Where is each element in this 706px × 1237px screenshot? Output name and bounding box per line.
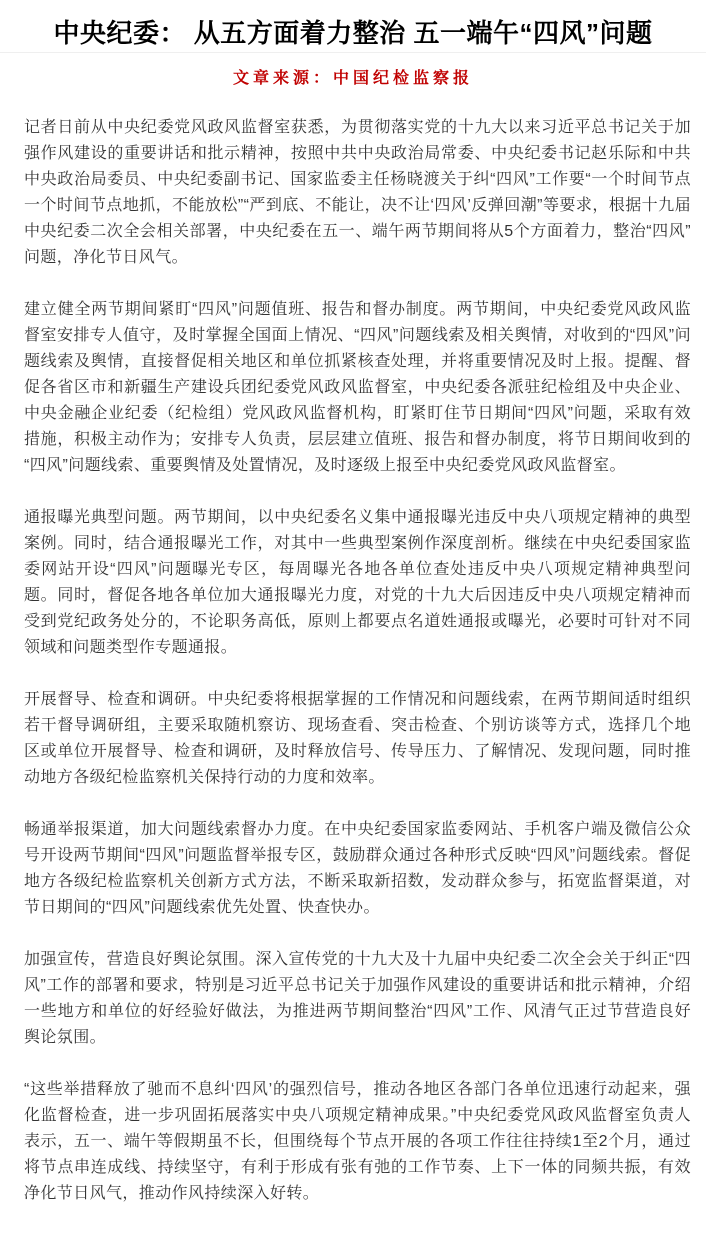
article-page xyxy=(0,14,706,1237)
article-paragraph: 通报曝光典型问题。两节期间，以中央纪委名义集中通报曝光违反中央八项规定精神的典型案例。同时，结合通报曝光工作，对其中一些典型案例作深度剖析。继续在中央纪委国家监委网站开设“四风”问题曝光专区，每周曝光各地各单位查处违反中央八项规定精神典型问题。同时，督促各地各单位加大通报曝光力度，对党的十九大后因违反中央八项规定精神而受到党纪政务处分的，不论职务高低，原则上都要点名道姓通报或曝光，必要时可针对不同领域和问题类型作专题通报。 xyxy=(24,509,691,656)
article-paragraph: 记者日前从中央纪委党风政风监督室获悉，为贯彻落实党的十九大以来习近平总书记关于加强作风建设的重要讲话和批示精神，按照中共中央政治局常委、中央纪委书记赵乐际和中共中央政治局委员、中央纪委副书记、国家监委主任杨晓渡关于纠“四风”工作要“一个时间节点一个时间节点地抓，不能放松”“严到底、不能让，决不让‘四风’反弹回潮”等要求，根据十九届中央纪委二次全会相关部署，中央纪委在五一、端午两节期间将从5个方面着力，整治“四风”问题，净化节日风气。 xyxy=(24,119,691,266)
title-divider xyxy=(0,52,706,53)
article-paragraph: 加强宣传，营造良好舆论氛围。深入宣传党的十九大及十九届中央纪委二次全会关于纠正“四风”工作的部署和要求，特别是习近平总书记关于加强作风建设的重要讲话和批示精神，介绍一些地方和单位的好经验好做法，为推进两节期间整治“四风”工作、风清气正过节营造良好舆论氛围。 xyxy=(24,951,691,1046)
article-paragraph: 畅通举报渠道，加大问题线索督办力度。在中央纪委国家监委网站、手机客户端及微信公众号开设两节期间“四风”问题监督举报专区，鼓励群众通过各种形式反映“四风”问题线索。督促地方各级纪检监察机关创新方式方法，不断采取新招数，发动群众参与，拓宽监督渠道，对节日期间的“四风”问题线索优先处置、快查快办。 xyxy=(24,821,691,916)
article-paragraph: 建立健全两节期间紧盯“四风”问题值班、报告和督办制度。两节期间，中央纪委党风政风监督室安排专人值守，及时掌握全国面上情况、“四风”问题线索及相关舆情，对收到的“四风”问题线索及舆情，直接督促相关地区和单位抓紧核查处理，并将重要情况及时上报。提醒、督促各省区市和新疆生产建设兵团纪委党风政风监督室，中央纪委各派驻纪检组及中央企业、中央金融企业纪委（纪检组）党风政风监督机构，盯紧盯住节日期间“四风”问题，采取有效措施，积极主动作为；安排专人负责，层层建立值班、报告和督办制度，将节日期间收到的“四风”问题线索、重要舆情及处置情况，及时逐级上报至中央纪委党风政风监督室。 xyxy=(24,301,691,474)
article-title: 中央纪委： 从五方面着力整治 五一端午“四风”问题 xyxy=(53,18,653,48)
article-paragraph: “这些举措释放了驰而不息纠‘四风’的强烈信号，推动各地区各部门各单位迅速行动起来，强化监督检查，进一步巩固拓展落实中央八项规定精神成果。”中央纪委党风政风监督室负责人表示，五一、端午等假期虽不长，但围绕每个节点开展的各项工作往往持续1至2个月，通过将节点串连成线、持续坚守，有利于形成有张有弛的工作节奏、上下一体的同频共振，有效净化节日风气，推动作风持续深入好转。 xyxy=(24,1081,691,1202)
article-paragraph: 开展督导、检查和调研。中央纪委将根据掌握的工作情况和问题线索，在两节期间适时组织若干督导调研组，主要采取随机察访、现场查看、突击检查、个别访谈等方式，选择几个地区或单位开展督导、检查和调研，及时释放信号、传导压力、了解情况、发现问题，同时推动地方各级纪检监察机关保持行动的力度和效率。 xyxy=(24,691,691,786)
article-page-body xyxy=(0,14,706,1237)
article-source: 文章来源：中国纪检监察报 xyxy=(232,70,473,87)
article-body xyxy=(0,115,706,1237)
